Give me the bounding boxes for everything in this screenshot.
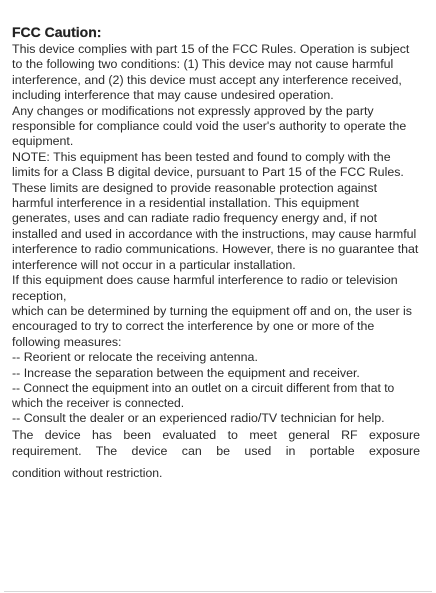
compliance-paragraph: This device complies with part 15 of the FCC Rules. Operation is subject to the following two conditions: (1) This device may not cause harmful interference, and (2) this device must accept any interference received, including interference that may cause undesired operation. <box>12 42 410 103</box>
fcc-caution-section <box>12 22 420 493</box>
fcc-caution-heading: FCC Caution: <box>12 24 102 40</box>
class-b-note-paragraph: NOTE: This equipment has been tested and found to comply with the limits for a Class B digital device, pursuant to Part 15 of the FCC Rules. These limits are designed to provide reasonable protection against harmful interference in a residential installation. This equipment generates, uses and can radiate radio frequency energy and, if not installed and used in accordance with the instructions, may cause harmful interference to radio communications. However, there is no guarantee that interference will not occur in a particular installation. <box>12 149 419 272</box>
rf-exposure-statement-end: condition without restriction. <box>12 465 163 480</box>
measure-increase-separation: -- Increase the separation between the equipment and receiver. <box>12 365 360 380</box>
page-bottom-rule <box>4 591 432 592</box>
modifications-paragraph: Any changes or modifications not expressly approved by the party responsible for compliance could void the user's authority to operate the equipment. <box>12 103 407 149</box>
measure-consult-dealer: -- Consult the dealer or an experienced radio/TV technician for help. <box>12 411 385 426</box>
measures-intro-paragraph: which can be determined by turning the equipment off and on, the user is encouraged to try to correct the interference by one or more of the following measures: <box>12 303 412 349</box>
rf-exposure-statement: The device has been evaluated to meet general RF exposure requirement. The device can be used in portable exposure <box>12 427 420 458</box>
measure-reorient: -- Reorient or relocate the receiving antenna. <box>12 350 258 365</box>
measure-connect-outlet: -- Connect the equipment into an outlet on a circuit different from that to which the receiver is connected. <box>12 380 395 411</box>
interference-paragraph: If this equipment does cause harmful interference to radio or television reception, <box>12 273 398 303</box>
